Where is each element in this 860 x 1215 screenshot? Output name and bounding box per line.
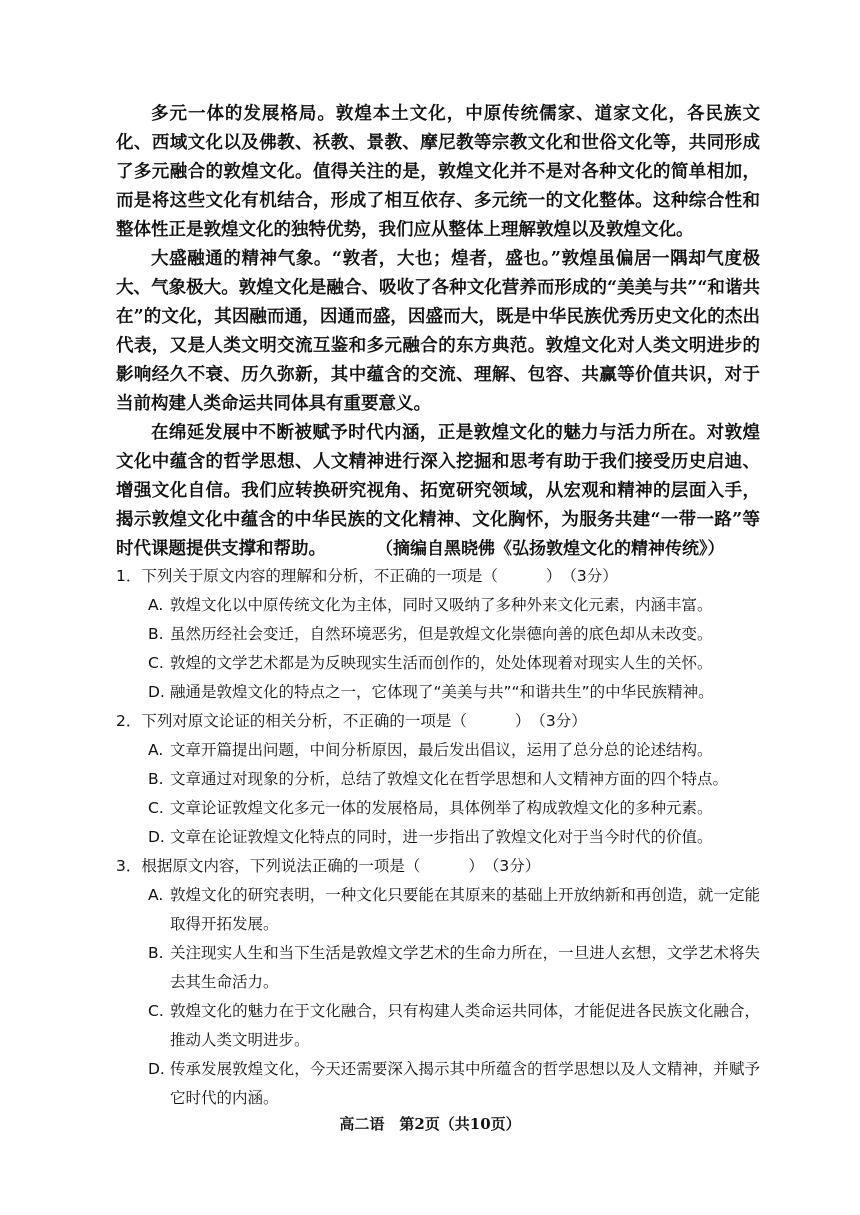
question-stem bbox=[116, 707, 760, 736]
option-text: 敦煌的文学艺术都是为反映现实生活而创作的，处处体现着对现实人生的关怀。 bbox=[170, 654, 713, 672]
paren-close: ） bbox=[514, 712, 531, 730]
option-letter: A. bbox=[148, 741, 164, 759]
option-letter: C. bbox=[148, 799, 164, 817]
option-letter: A. bbox=[148, 596, 164, 614]
option-a bbox=[116, 591, 760, 620]
option-text: 文章开篇提出问题，中间分析原因，最后发出倡议，运用了总分总的论述结构。 bbox=[170, 741, 713, 759]
option-letter: D. bbox=[148, 683, 165, 701]
option-text: 敦煌文化以中原传统文化为主体，同时又吸纳了多种外来文化元素，内涵丰富。 bbox=[170, 596, 713, 614]
question-text: 下列对原文论证的相关分析，不正确的一项是（ bbox=[141, 712, 467, 730]
answer-blank[interactable] bbox=[467, 707, 515, 736]
paren-close: ） bbox=[545, 567, 562, 585]
question-text: 下列关于原文内容的理解和分析，不正确的一项是（ bbox=[141, 567, 498, 585]
question-list bbox=[116, 562, 760, 1113]
question-points: （3分） bbox=[530, 712, 587, 730]
option-b bbox=[116, 765, 760, 794]
option-text: 文章论证敦煌文化多元一体的发展格局，具体例举了构成敦煌文化的多种元素。 bbox=[170, 799, 713, 817]
option-c bbox=[116, 794, 760, 823]
question-text: 根据原文内容，下列说法正确的一项是（ bbox=[141, 857, 421, 875]
question-points: （3分） bbox=[483, 857, 541, 875]
option-c bbox=[116, 649, 760, 678]
option-a bbox=[116, 736, 760, 765]
question-number: 2． bbox=[116, 712, 142, 730]
option-d bbox=[116, 678, 760, 707]
question-stem bbox=[116, 852, 760, 881]
question-number: 1． bbox=[116, 567, 142, 585]
option-text: 融通是敦煌文化的特点之一，它体现了“美美与共”“和谐共生”的中华民族精神。 bbox=[170, 683, 714, 701]
option-letter: C. bbox=[148, 654, 164, 672]
option-text: 文章在论证敦煌文化特点的同时，进一步指出了敦煌文化对于当今时代的价值。 bbox=[170, 828, 713, 846]
passage-paragraph-1: 多元一体的发展格局。敦煌本土文化，中原传统儒家、道家文化，各民族文化、西域文化以及佛教、袄教、景教、摩尼教等宗教文化和世俗文化等，共同形成了多元融合的敦煌文化。值得关注的是，敦煌文化并不是对各种文化的简单相加，而是将这些文化有机结合，形成了相互依存、多元统一的文化整体。这种综合性和整体性正是敦煌文化的独特优势，我们应从整体上理解敦煌以及敦煌文化。 bbox=[116, 104, 760, 240]
passage-paragraph-3: 在绵延发展中不断被赋予时代内涵，正是敦煌文化的魅力与活力所在。对敦煌文化中蕴含的哲学思想、人文精神进行深入挖掘和思考有助于我们接受历史启迪、增强文化自信。我们应转换研究视角、拓宽研究领域，从宏观和精神的层面入手，揭示敦煌文化中蕴含的中华民族的文化精神、文化胸怀，为服务共建“一带一路”等时代课题提供支撑和帮助。 bbox=[116, 423, 760, 559]
option-letter: D. bbox=[148, 1060, 165, 1078]
option-c bbox=[116, 997, 760, 1055]
option-letter: B. bbox=[148, 625, 164, 643]
option-text: 敦煌文化的魅力在于文化融合，只有构建人类命运共同体，才能促进各民族文化融合，推动人类文明进步。 bbox=[170, 1002, 760, 1049]
option-text: 虽然历经社会变迁，自然环境恶劣，但是敦煌文化崇德向善的底色却从未改变。 bbox=[170, 625, 713, 643]
option-letter: D. bbox=[148, 828, 165, 846]
option-text: 文章通过对现象的分析，总结了敦煌文化在哲学思想和人文精神方面的四个特点。 bbox=[170, 770, 729, 788]
page-footer: 高二语 第2页（共10页） bbox=[339, 1115, 521, 1133]
option-d bbox=[116, 823, 760, 852]
option-d bbox=[116, 1055, 760, 1113]
option-b bbox=[116, 939, 760, 997]
question-3 bbox=[116, 852, 760, 1113]
question-stem bbox=[116, 562, 760, 591]
option-text: 敦煌文化的研究表明，一种文化只要能在其原来的基础上开放纳新和再创造，就一定能取得开拓发展。 bbox=[170, 886, 760, 933]
option-letter: C. bbox=[148, 1002, 164, 1020]
option-letter: A. bbox=[148, 886, 164, 904]
question-1 bbox=[116, 562, 760, 707]
answer-blank[interactable] bbox=[498, 562, 546, 591]
option-letter: B. bbox=[148, 944, 164, 962]
question-points: （3分） bbox=[561, 567, 618, 585]
option-b bbox=[116, 620, 760, 649]
option-text: 关注现实人生和当下生活是敦煌文学艺术的生命力所在，一旦进人玄想，文学艺术将失去其生命活力。 bbox=[170, 944, 760, 991]
passage-source-citation: （摘编自黑晓佛《弘扬敦煌文化的精神传统》） bbox=[376, 539, 725, 559]
paren-close: ） bbox=[468, 857, 484, 875]
passage-paragraph-2: 大盛融通的精神气象。“敦者，大也；煌者，盛也。”敦煌虽偏居一隅却气度极大、气象极大。敦煌文化是融合、吸收了各种文化营养而形成的“美美与共”“和谐共在”的文化，其因融而通，因通而盛，因盛而大，既是中华民族优秀历史文化的杰出代表，又是人类文明交流互鉴和多元融合的东方典范。敦煌文化对人类文明进步的影响经久不衰、历久弥新，其中蕴含的交流、理解、包容、共赢等价值共识，对于当前构建人类命运共同体具有重要意义。 bbox=[116, 249, 760, 414]
question-2 bbox=[116, 707, 760, 852]
option-text: 传承发展敦煌文化，今天还需要深入揭示其中所蕴含的哲学思想以及人文精神，并赋予它时代的内涵。 bbox=[170, 1060, 760, 1107]
option-a bbox=[116, 881, 760, 939]
question-number: 3． bbox=[116, 857, 142, 875]
option-letter: B. bbox=[148, 770, 164, 788]
reading-passage bbox=[116, 100, 760, 564]
answer-blank[interactable] bbox=[420, 852, 468, 881]
